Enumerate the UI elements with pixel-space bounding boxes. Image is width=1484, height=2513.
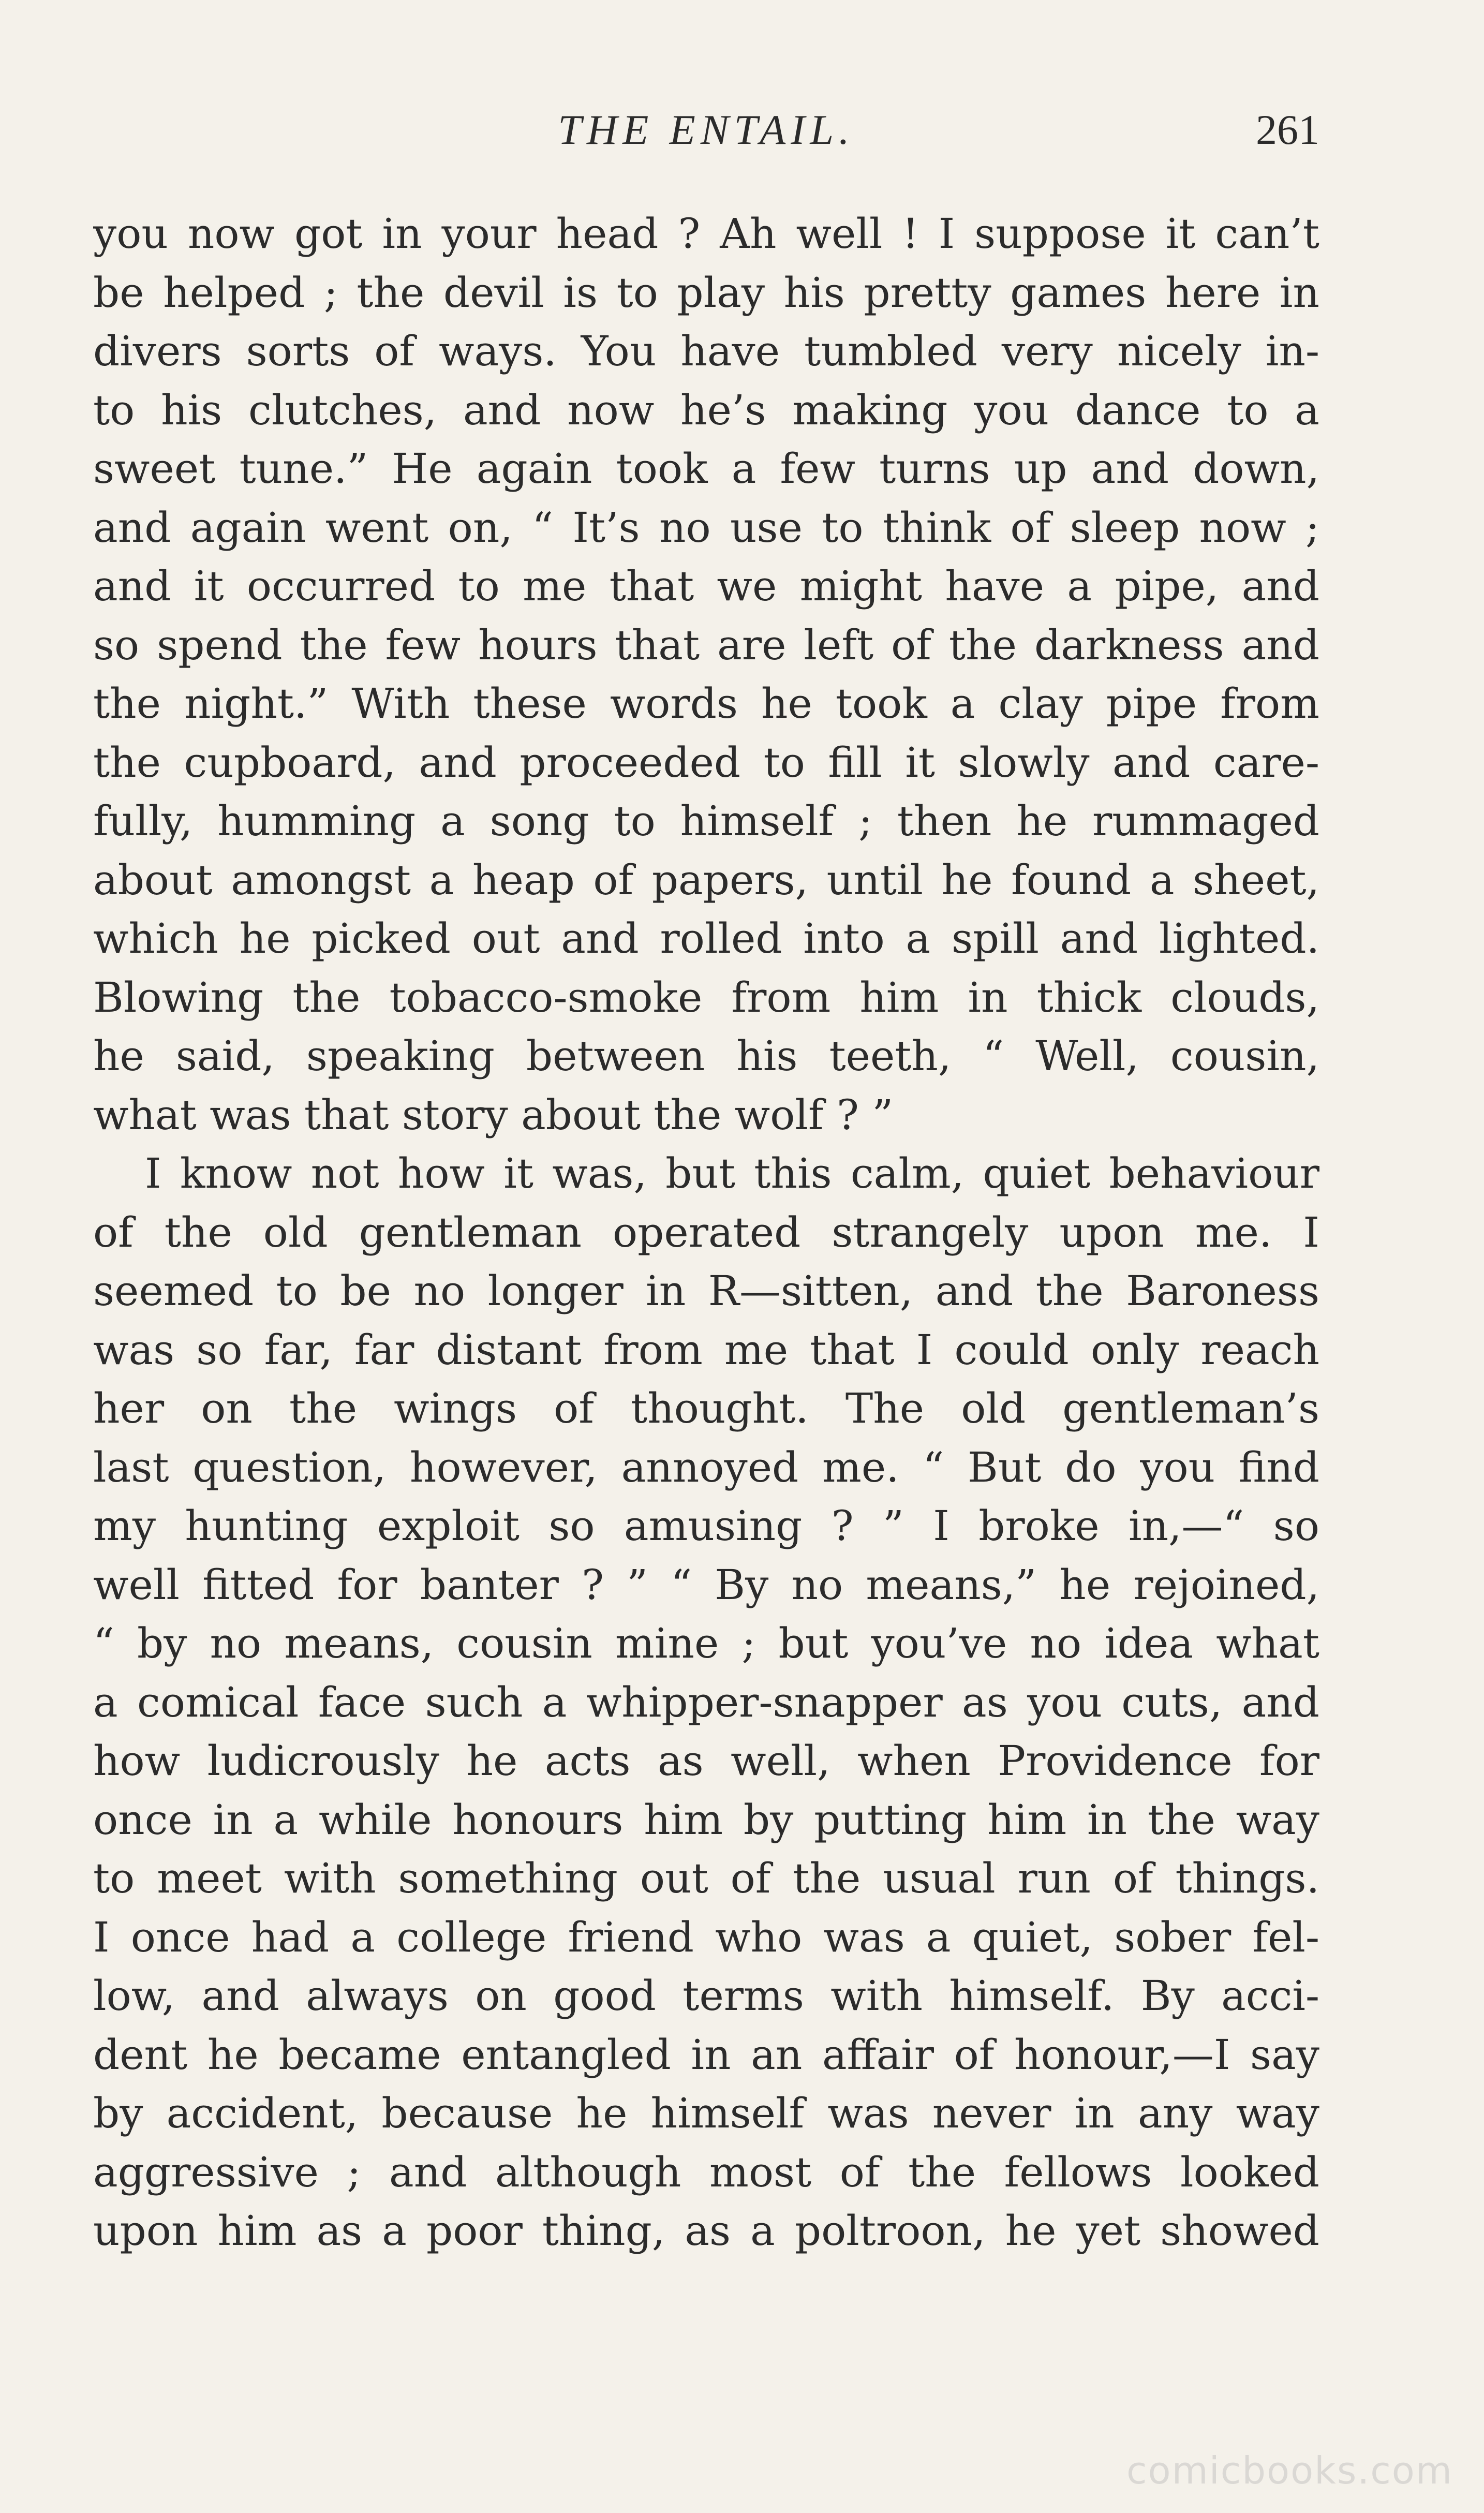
text-line: upon him as a poor thing, as a poltroon, he yet showed: [93, 2207, 1319, 2255]
text-line: her on the wings of thought. The old gentleman’s: [93, 1384, 1319, 1432]
text-line: was so far, far distant from me that I could only reach: [93, 1325, 1319, 1374]
text-line: be helped ; the devil is to play his pretty games here in: [93, 268, 1319, 317]
text-line: to meet with something out of the usual run of things.: [93, 1854, 1319, 1902]
text-line: aggressive ; and although most of the fellows looked: [93, 2148, 1319, 2196]
text-line: divers sorts of ways. You have tumbled very nicely in-: [93, 327, 1319, 375]
text-line: my hunting exploit so amusing ? ” I broke in,—“ so: [93, 1502, 1319, 1550]
text-line: sweet tune.” He again took a few turns up and down,: [93, 445, 1319, 493]
text-line: and it occurred to me that we might have a pipe, and: [93, 562, 1319, 610]
text-line: which he picked out and rolled into a spill and lighted.: [93, 914, 1319, 963]
text-line: by accident, because he himself was never in any way: [93, 2089, 1319, 2137]
body-text: [93, 204, 1319, 2260]
text-line: how ludicrously he acts as well, when Providence for: [93, 1737, 1319, 1785]
text-line: to his clutches, and now he’s making you dance to a: [93, 386, 1319, 434]
text-line: Blowing the tobacco-smoke from him in thick clouds,: [93, 973, 1319, 1022]
text-line: he said, speaking between his teeth, “ Well, cousin,: [93, 1032, 1319, 1080]
text-line: a comical face such a whipper-snapper as you cuts, and: [93, 1678, 1319, 1726]
text-line: low, and always on good terms with himself. By acci-: [93, 1972, 1319, 2020]
page-number: 261: [1256, 106, 1319, 153]
text-line: last question, however, annoyed me. “ But do you find: [93, 1443, 1319, 1491]
running-head: [93, 101, 1319, 158]
running-title: THE ENTAIL.: [558, 106, 855, 153]
watermark: comicbooks.com: [1126, 2449, 1453, 2492]
text-line: I once had a college friend who was a quiet, sober fel-: [93, 1913, 1319, 1961]
text-line: about amongst a heap of papers, until he found a sheet,: [93, 855, 1319, 904]
text-line: dent he became entangled in an affair of honour,—I say: [93, 2030, 1319, 2079]
text-line: seemed to be no longer in R—sitten, and the Baroness: [93, 1267, 1319, 1315]
text-line: so spend the few hours that are left of the darkness and: [93, 620, 1319, 669]
text-line: you now got in your head ? Ah well ! I suppose it can’t: [93, 210, 1319, 258]
text-line: once in a while honours him by putting him in the way: [93, 1795, 1319, 1844]
text-line: I know not how it was, but this calm, quiet behaviour: [145, 1149, 1319, 1198]
text-line: well fitted for banter ? ” “ By no means,” he rejoined,: [93, 1560, 1319, 1609]
text-line: the night.” With these words he took a clay pipe from: [93, 679, 1319, 728]
text-line: “ by no means, cousin mine ; but you’ve no idea what: [93, 1619, 1319, 1667]
text-line: and again went on, “ It’s no use to think of sleep now ;: [93, 503, 1319, 552]
text-line: fully, humming a song to himself ; then he rummaged: [93, 797, 1319, 845]
text-line: the cupboard, and proceeded to fill it slowly and care-: [93, 738, 1319, 787]
text-line: what was that story about the wolf ? ”: [93, 1090, 894, 1139]
text-line: of the old gentleman operated strangely upon me. I: [93, 1208, 1319, 1256]
